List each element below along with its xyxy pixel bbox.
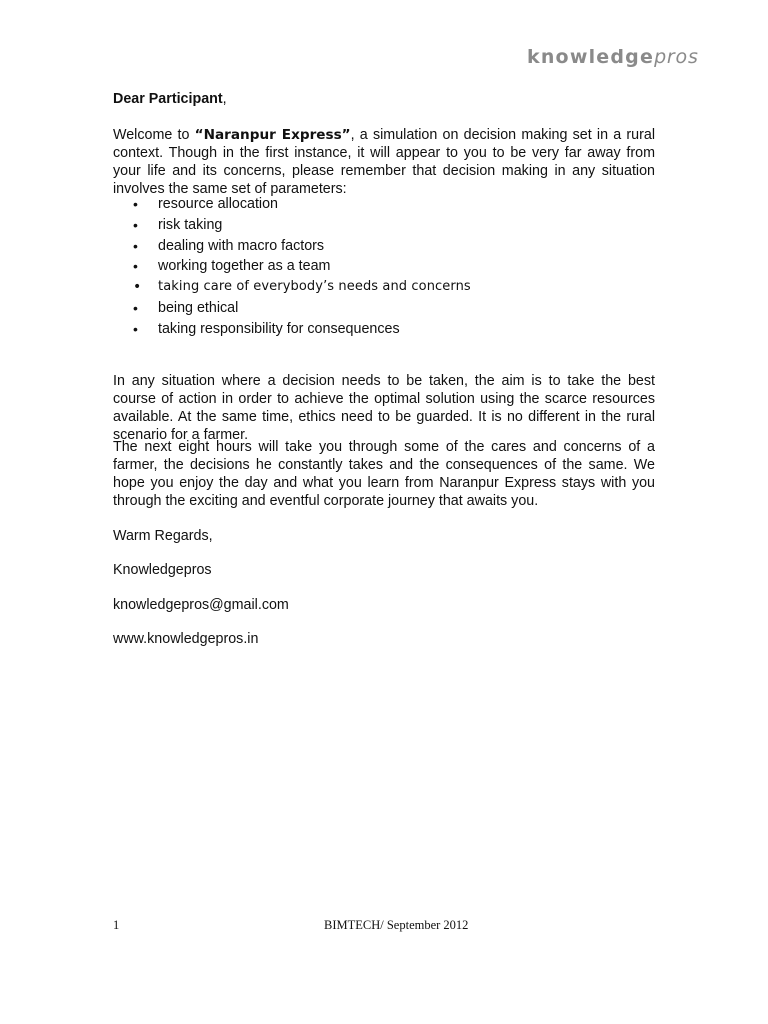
day-paragraph: The next eight hours will take you through some of the cares and concerns of a farmer, the decisions he constantly takes and the consequences of the same. We hope you enjoy the day and what you learn from Naranpur Express stays with you through the exciting and eventful corporate journey that awaits you.: [113, 439, 655, 509]
logo-italic-text: pros: [654, 46, 699, 68]
list-item: • dealing with macro factors: [113, 237, 655, 258]
signature: Knowledgepros: [113, 562, 212, 578]
list-item: • taking care of everybody’s needs and concerns: [113, 278, 655, 299]
email-link[interactable]: knowledgepros@gmail.com: [113, 597, 289, 613]
intro-prefix: Welcome to: [113, 127, 195, 143]
closing: Warm Regards,: [113, 528, 213, 544]
list-item: • resource allocation: [113, 195, 655, 216]
knowledgepros-logo: [527, 46, 699, 68]
intro-paragraph: [113, 126, 655, 198]
website-link[interactable]: www.knowledgepros.in: [113, 631, 259, 647]
list-item: • taking responsibility for consequences: [113, 320, 655, 341]
salutation-punct: ,: [222, 91, 227, 107]
decision-paragraph: In any situation where a decision needs to be taken, the aim is to take the best course of action in order to achieve the optimal solution using the scarce resources available. At the same time, ethics need to be guarded. It is no different in the rural scenario for a farmer.: [113, 373, 655, 443]
intro-suffix: , a simulation on decision making set in a rural context. Though in the first instance, it will appear to you to be very far away from your life and its concerns, please remember that decision making in any situation involves the same set of parameters:: [113, 127, 655, 197]
list-item: • risk taking: [113, 216, 655, 237]
list-item: • being ethical: [113, 299, 655, 320]
intro-title: “Naranpur Express”: [194, 127, 351, 143]
page-number: 1: [113, 918, 120, 932]
salutation-name: Dear Participant: [113, 91, 223, 107]
list-item: • working together as a team: [113, 257, 655, 278]
logo-bold-text: knowledge: [527, 46, 655, 68]
salutation: [113, 90, 655, 108]
footer-text: BIMTECH/ September 2012: [324, 918, 469, 932]
parameter-list: [113, 195, 655, 341]
